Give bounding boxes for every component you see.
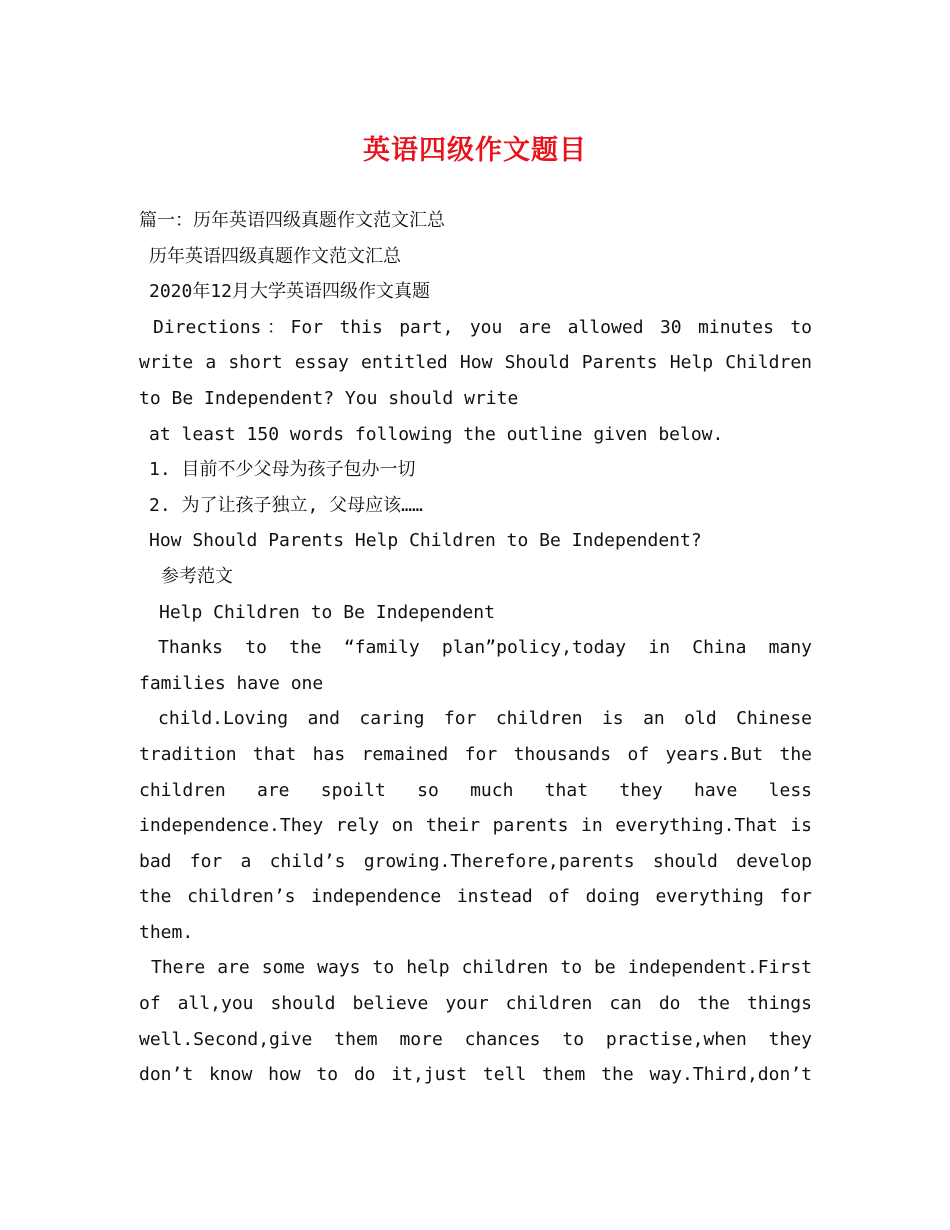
text-line: children are spoilt so much that they have less [139, 779, 812, 801]
text-line: Help Children to Be Independent [159, 601, 495, 623]
text-line: write a short essay entitled How Should Parents Help Children [139, 352, 812, 374]
text-line: Directions：For this part, you are allowed 30 minutes to [153, 316, 812, 338]
text-line: tradition that has remained for thousands of years.But the [139, 743, 812, 765]
text-line: There are some ways to help children to be independent.First [151, 957, 812, 979]
text-line: 参考范文 [161, 565, 233, 587]
document-title: 英语四级作文题目 [363, 135, 587, 166]
text-line: 篇一：历年英语四级真题作文范文汇总 [139, 210, 445, 231]
document-body [139, 203, 812, 1093]
text-line: don’t know how to do it,just tell them the way.Third,don’t [139, 1064, 812, 1086]
text-line: to Be Independent? You should write [139, 387, 519, 409]
text-line: child.Loving and caring for children is an old Chinese [158, 708, 812, 730]
text-line: independence.They rely on their parents in everything.That is [139, 815, 812, 837]
text-line: 1. 目前不少父母为孩子包办一切 [149, 459, 416, 481]
text-line: them. [139, 921, 194, 943]
text-line: 2020年12月大学英语四级作文真题 [149, 281, 431, 303]
text-line: 2. 为了让孩子独立, 父母应该…… [149, 494, 423, 516]
text-line: families have one [139, 672, 324, 694]
text-line: Thanks to the “family plan”policy,today in China many [158, 637, 812, 659]
text-line: bad for a child’s growing.Therefore,parents should develop [139, 850, 812, 872]
text-line: How Should Parents Help Children to Be Independent? [149, 530, 702, 552]
text-line: the children’s independence instead of doing everything for [139, 886, 812, 908]
text-line: 历年英语四级真题作文范文汇总 [149, 245, 401, 267]
text-line: at least 150 words following the outline given below. [149, 423, 724, 445]
text-line: of all,you should believe your children can do the things [139, 993, 812, 1015]
text-line: well.Second,give them more chances to practise,when they [139, 1028, 812, 1050]
